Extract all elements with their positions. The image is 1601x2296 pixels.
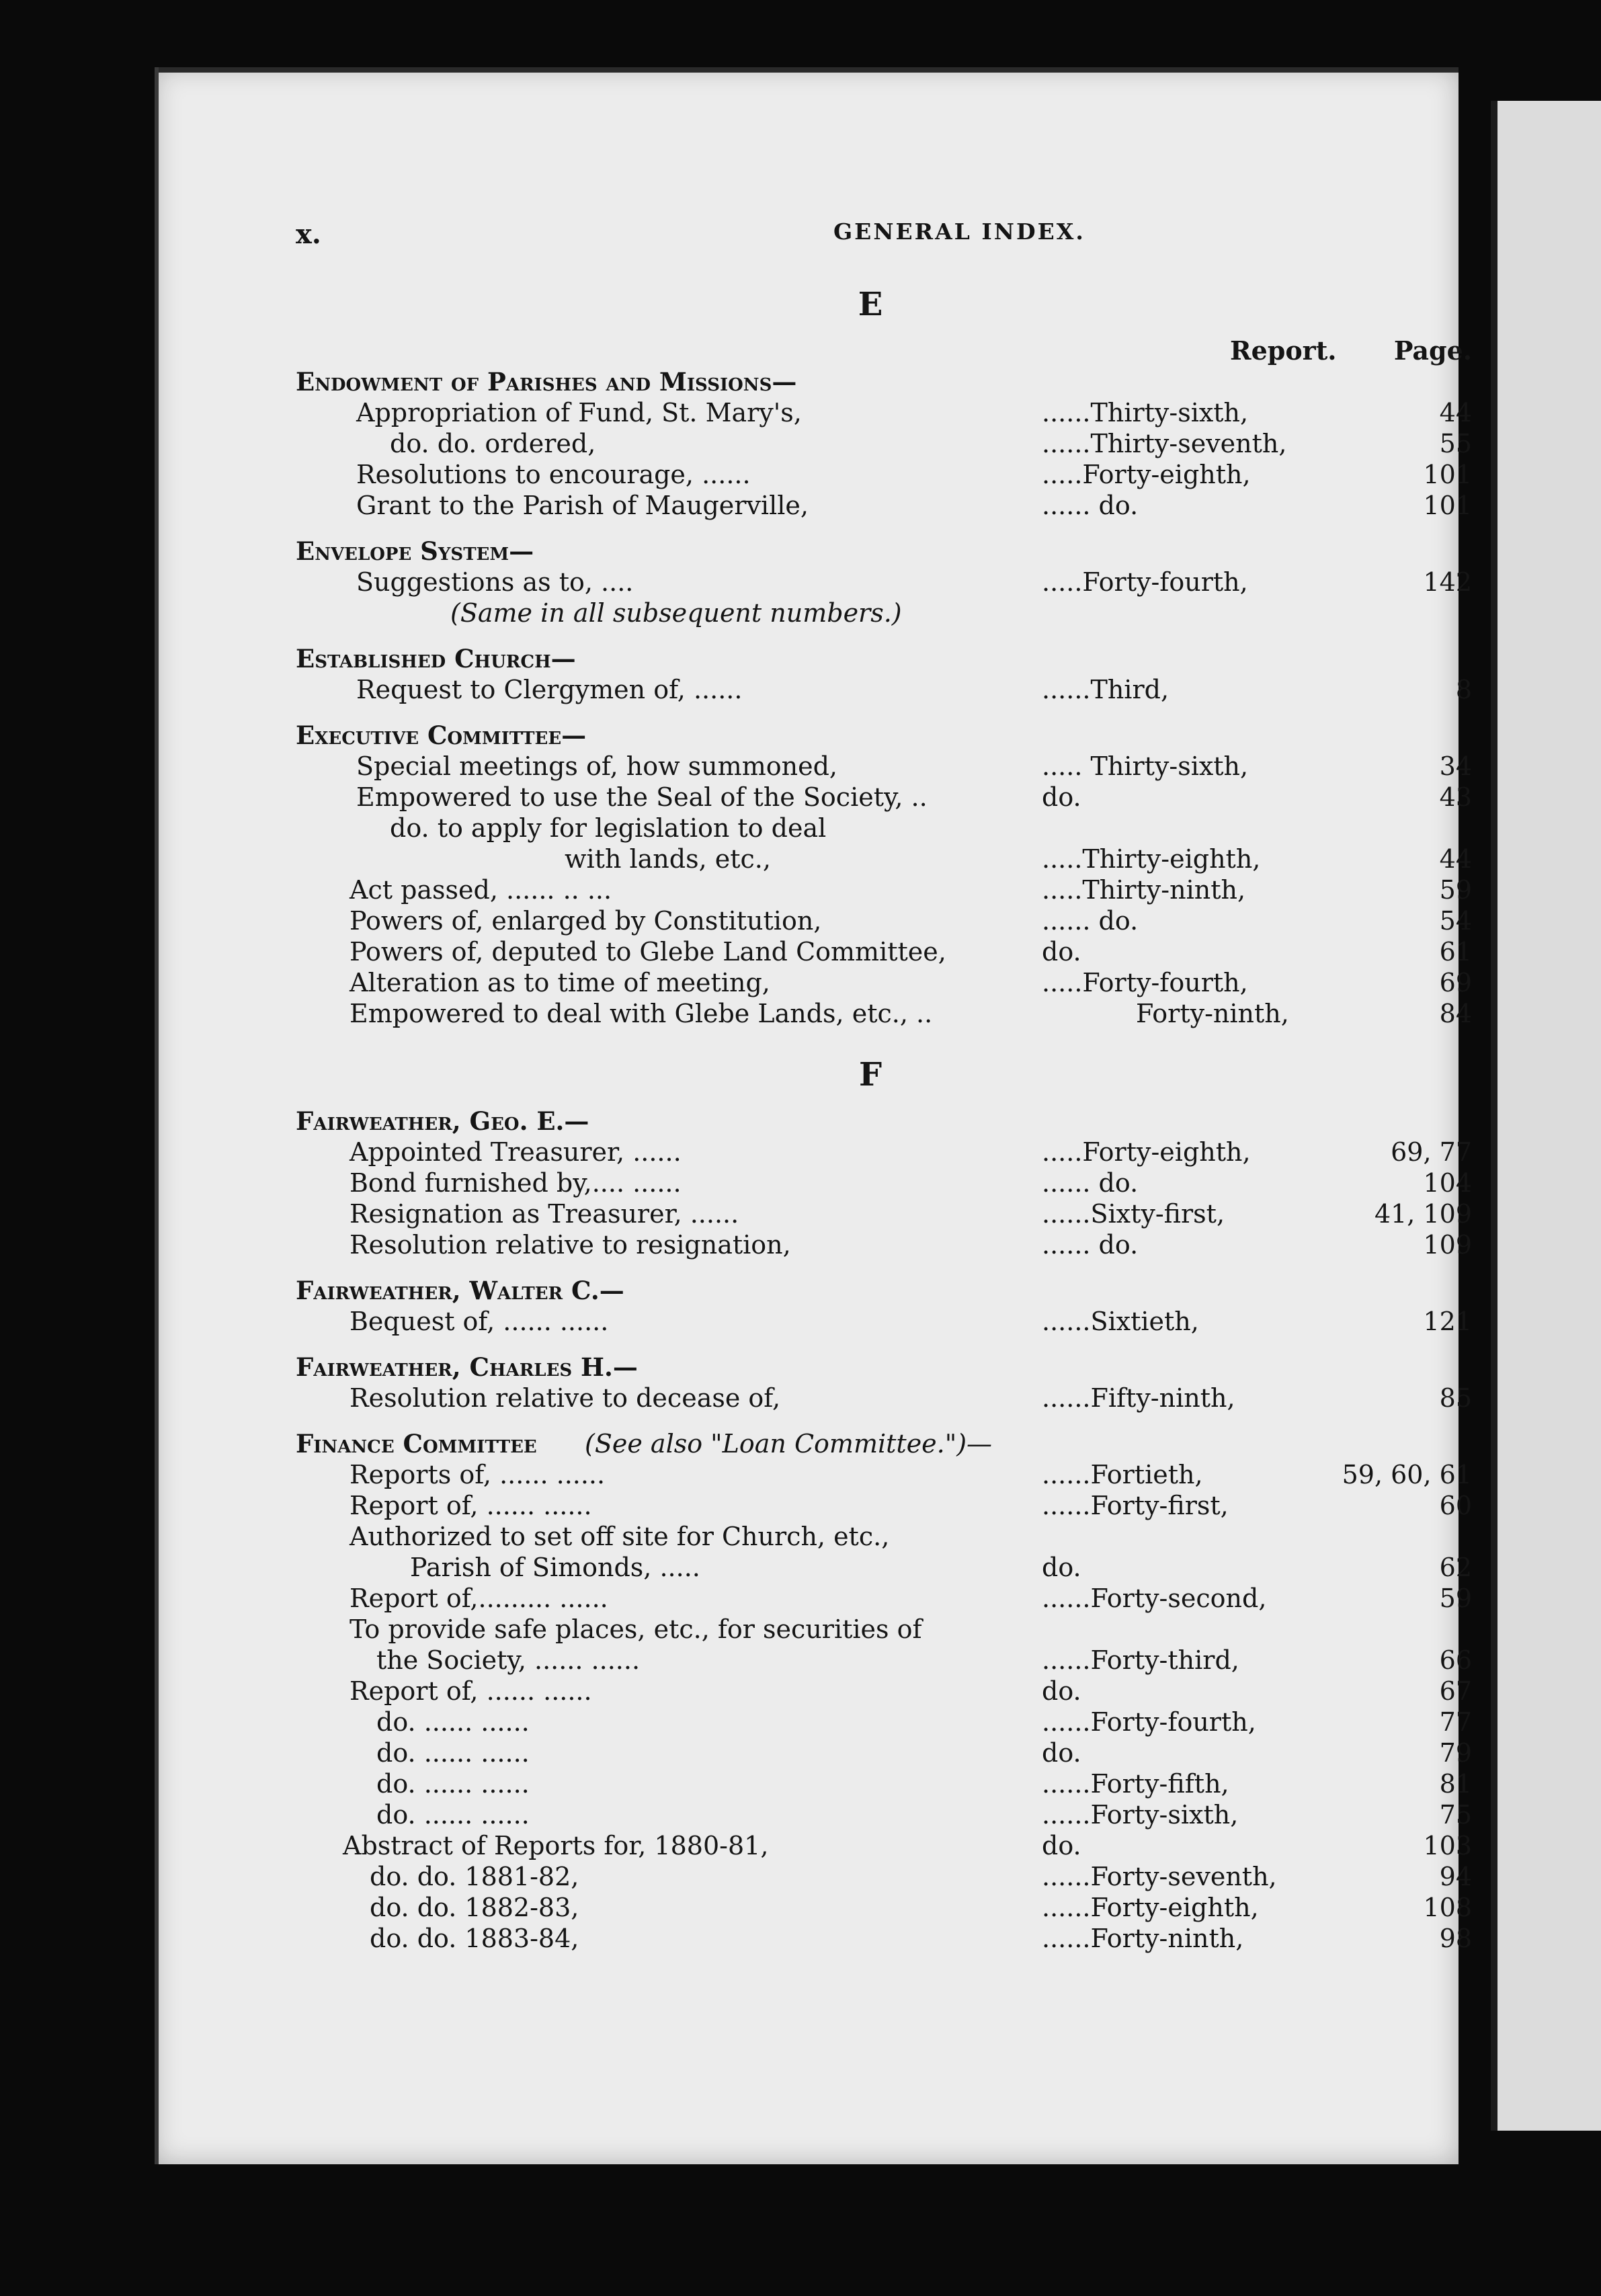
entry-page: 81 — [1439, 1769, 1472, 1799]
index-entry — [296, 1306, 1472, 1337]
index-content — [296, 218, 1472, 1954]
note-text: (Same in all subsequent numbers.) — [450, 598, 902, 628]
entry-text: Powers of, enlarged by Constitution, — [350, 906, 822, 936]
cross-reference-note: (See also "Loan Committee.")— — [585, 1429, 993, 1459]
index-entry — [296, 674, 1472, 705]
index-entry — [296, 1861, 1472, 1892]
index-entry — [296, 844, 1472, 874]
entry-text: do. do. 1881-82, — [370, 1862, 579, 1891]
entry-report: ......Sixtieth, — [1042, 1307, 1199, 1336]
entry-report: do. — [1042, 1553, 1081, 1582]
index-entry — [296, 428, 1472, 459]
index-entry — [296, 1137, 1472, 1167]
entry-report: ......Forty-ninth, — [1042, 1924, 1244, 1953]
index-entry — [296, 1383, 1472, 1413]
index-entry — [296, 1923, 1472, 1954]
entry-page: 108 — [1423, 1893, 1472, 1922]
index-entry — [296, 1892, 1472, 1923]
index-entry — [296, 1490, 1472, 1521]
entry-page: 59 — [1439, 1584, 1472, 1613]
entry-text: Abstract of Reports for, 1880-81, — [343, 1831, 769, 1860]
index-entry — [296, 459, 1472, 490]
heading-text: Established Church— — [296, 644, 576, 673]
index-entry — [296, 490, 1472, 521]
entry-page: 41, 109 — [1374, 1199, 1472, 1229]
entry-text: do. do. 1883-84, — [370, 1924, 579, 1953]
entry-page: 104 — [1423, 1168, 1472, 1198]
heading-text: Finance Committee — [296, 1429, 537, 1459]
entry-report: ......Sixty-first, — [1042, 1199, 1225, 1229]
heading-text: Envelope System— — [296, 536, 534, 566]
entry-text: with lands, etc., — [565, 844, 771, 874]
entry-page: 66 — [1439, 1645, 1472, 1675]
page-folio: x. — [296, 218, 321, 250]
index-heading — [296, 1275, 1472, 1306]
entry-text: do. to apply for legislation to deal — [390, 813, 827, 843]
index-entry — [296, 1707, 1472, 1737]
entry-page: 101 — [1423, 460, 1472, 489]
index-entry — [296, 1645, 1472, 1676]
entry-text: Appropriation of Fund, St. Mary's, — [356, 398, 802, 427]
entry-page: 59 — [1439, 875, 1472, 905]
index-heading — [296, 536, 1472, 567]
index-heading — [296, 1352, 1472, 1383]
entry-text: do. ...... ...... — [376, 1769, 530, 1799]
entry-report: ......Forty-fifth, — [1042, 1769, 1229, 1799]
entry-page: 101 — [1423, 491, 1472, 520]
entry-page: 44 — [1439, 844, 1472, 874]
entry-text: Resolution relative to decease of, — [350, 1383, 781, 1413]
entry-text: Empowered to use the Seal of the Society, .. — [356, 782, 928, 812]
index-heading — [296, 1428, 1472, 1459]
entry-text: Resignation as Treasurer, ...... — [350, 1199, 739, 1229]
entry-report: ......Fortieth, — [1042, 1460, 1203, 1489]
heading-text: Fairweather, Geo. E.— — [296, 1106, 589, 1136]
entry-report: ......Fifty-ninth, — [1042, 1383, 1235, 1413]
heading-text: Endowment of Parishes and Missions— — [296, 367, 797, 397]
index-entry — [296, 1676, 1472, 1707]
entry-report: do. — [1042, 937, 1081, 967]
entry-report: do. — [1042, 1738, 1081, 1768]
index-entry — [296, 1521, 1472, 1552]
index-entry — [296, 1737, 1472, 1768]
index-entry — [296, 751, 1472, 782]
entry-report: .....Forty-eighth, — [1042, 1137, 1251, 1167]
entry-text: Report of, ...... ...... — [350, 1676, 592, 1706]
index-entry — [296, 1830, 1472, 1861]
entry-text: do. ...... ...... — [376, 1800, 530, 1830]
entry-page: 77 — [1439, 1707, 1472, 1737]
index-entry — [296, 1583, 1472, 1614]
index-page — [155, 67, 1472, 2164]
entry-report: ......Forty-third, — [1042, 1645, 1239, 1675]
index-entry — [296, 1552, 1472, 1583]
entry-text: Bequest of, ...... ...... — [350, 1307, 609, 1336]
entry-page: 34 — [1439, 751, 1472, 781]
heading-text: Fairweather, Charles H.— — [296, 1352, 638, 1382]
entry-text: Act passed, ...... .. ... — [350, 875, 612, 905]
entry-report: .....Forty-fourth, — [1042, 968, 1248, 997]
entry-report: ......Forty-first, — [1042, 1491, 1229, 1520]
entry-text: Suggestions as to, .... — [356, 567, 634, 597]
entry-page: 69 — [1439, 968, 1472, 997]
entry-text: do. do. ordered, — [390, 429, 596, 458]
entry-text: Bond furnished by,.... ...... — [350, 1168, 682, 1198]
index-heading — [296, 720, 1472, 751]
entry-text: the Society, ...... ...... — [376, 1645, 641, 1675]
entry-page: 61 — [1439, 937, 1472, 967]
entry-text: do. do. 1882-83, — [370, 1893, 579, 1922]
index-heading — [296, 1106, 1472, 1137]
entry-report: ...... do. — [1042, 1230, 1139, 1260]
index-entry — [296, 1799, 1472, 1830]
entry-page: 142 — [1423, 567, 1472, 597]
index-entry — [296, 1198, 1472, 1229]
column-heading-report: Report. — [1230, 335, 1337, 366]
entry-page: 121 — [1423, 1307, 1472, 1336]
index-note — [296, 598, 1472, 628]
index-heading — [296, 366, 1472, 397]
entry-report: .....Forty-fourth, — [1042, 567, 1248, 597]
index-entry — [296, 936, 1472, 967]
index-entry — [296, 905, 1472, 936]
index-entry — [296, 1167, 1472, 1198]
index-entry — [296, 1614, 1472, 1645]
entry-text: Appointed Treasurer, ...... — [350, 1137, 682, 1167]
entry-report: .....Thirty-eighth, — [1042, 844, 1261, 874]
entry-report: ...... do. — [1042, 491, 1139, 520]
entry-page: 109 — [1423, 1230, 1472, 1260]
entry-text: do. ...... ...... — [376, 1738, 530, 1768]
entry-report: ...... do. — [1042, 906, 1139, 936]
entry-page: 62 — [1439, 1553, 1472, 1582]
index-entry — [296, 1768, 1472, 1799]
entry-report: ......Third, — [1042, 675, 1169, 704]
entry-text: Parish of Simonds, ..... — [410, 1553, 700, 1582]
section-letter-e: E — [858, 286, 883, 323]
entry-page: 59, 60, 61 — [1342, 1460, 1472, 1489]
entry-page: 79 — [1439, 1738, 1472, 1768]
index-entry — [296, 397, 1472, 428]
entry-page: 103 — [1423, 1831, 1472, 1860]
entry-report: ......Forty-fourth, — [1042, 1707, 1256, 1737]
entry-text: Report of,......... ...... — [350, 1584, 608, 1613]
entry-text: Resolutions to encourage, ...... — [356, 460, 751, 489]
entry-report: Forty-ninth, — [1136, 999, 1289, 1028]
entry-text: Reports of, ...... ...... — [350, 1460, 606, 1489]
entry-page: 60 — [1439, 1491, 1472, 1520]
entry-text: do. ...... ...... — [376, 1707, 530, 1737]
entry-text: Powers of, deputed to Glebe Land Committee, — [350, 937, 946, 967]
heading-text: Executive Committee— — [296, 721, 587, 750]
entry-text: Request to Clergymen of, ...... — [356, 675, 743, 704]
page-header — [296, 218, 1472, 279]
entry-report: .....Thirty-ninth, — [1042, 875, 1246, 905]
entry-page: 54 — [1439, 906, 1472, 936]
entry-text: Empowered to deal with Glebe Lands, etc., .. — [350, 999, 933, 1028]
index-entry — [296, 1459, 1472, 1490]
entry-report: ......Forty-eighth, — [1042, 1893, 1259, 1922]
entry-page: 69, 77 — [1391, 1137, 1472, 1167]
entry-report: ......Forty-second, — [1042, 1584, 1267, 1613]
entry-page: 75 — [1439, 1800, 1472, 1830]
entry-page: 44 — [1439, 398, 1472, 427]
index-entry — [296, 567, 1472, 598]
column-headings — [296, 335, 1472, 366]
entry-report: ......Thirty-seventh, — [1042, 429, 1287, 458]
heading-text: Fairweather, Walter C.— — [296, 1276, 624, 1305]
index-entry — [296, 998, 1472, 1029]
entry-report: do. — [1042, 1831, 1081, 1860]
entry-text: Authorized to set off site for Church, etc., — [350, 1522, 890, 1551]
index-entry — [296, 782, 1472, 813]
entry-page: 8 — [1455, 675, 1472, 704]
entry-page: 55 — [1439, 429, 1472, 458]
entry-report: do. — [1042, 782, 1081, 812]
entry-page: 67 — [1439, 1676, 1472, 1706]
entry-page: 94 — [1439, 1862, 1472, 1891]
entry-text: Report of, ...... ...... — [350, 1491, 592, 1520]
index-entry — [296, 874, 1472, 905]
entry-report: ......Forty-seventh, — [1042, 1862, 1277, 1891]
index-heading — [296, 643, 1472, 674]
adjacent-page-edge — [1491, 101, 1601, 2131]
entry-page: 85 — [1439, 1383, 1472, 1413]
entry-text: Special meetings of, how summoned, — [356, 751, 837, 781]
entry-report: do. — [1042, 1676, 1081, 1706]
entry-report: ......Thirty-sixth, — [1042, 398, 1249, 427]
section-letter-f: F — [858, 1056, 882, 1094]
entry-report: ......Forty-sixth, — [1042, 1800, 1239, 1830]
entry-page: 84 — [1439, 999, 1472, 1028]
index-entry — [296, 967, 1472, 998]
entry-report: ..... Thirty-sixth, — [1042, 751, 1249, 781]
entry-page: 43 — [1439, 782, 1472, 812]
entry-text: Alteration as to time of meeting, — [350, 968, 770, 997]
index-entry — [296, 1229, 1472, 1260]
entry-page: 98 — [1439, 1924, 1472, 1953]
entry-text: Resolution relative to resignation, — [350, 1230, 791, 1260]
running-title: GENERAL INDEX. — [833, 218, 1085, 245]
entry-report: .....Forty-eighth, — [1042, 460, 1251, 489]
entry-text: To provide safe places, etc., for securities of — [350, 1614, 922, 1644]
column-heading-page: Page. — [1393, 335, 1472, 366]
entry-report: ...... do. — [1042, 1168, 1139, 1198]
index-entry — [296, 813, 1472, 844]
entry-text: Grant to the Parish of Maugerville, — [356, 491, 809, 520]
